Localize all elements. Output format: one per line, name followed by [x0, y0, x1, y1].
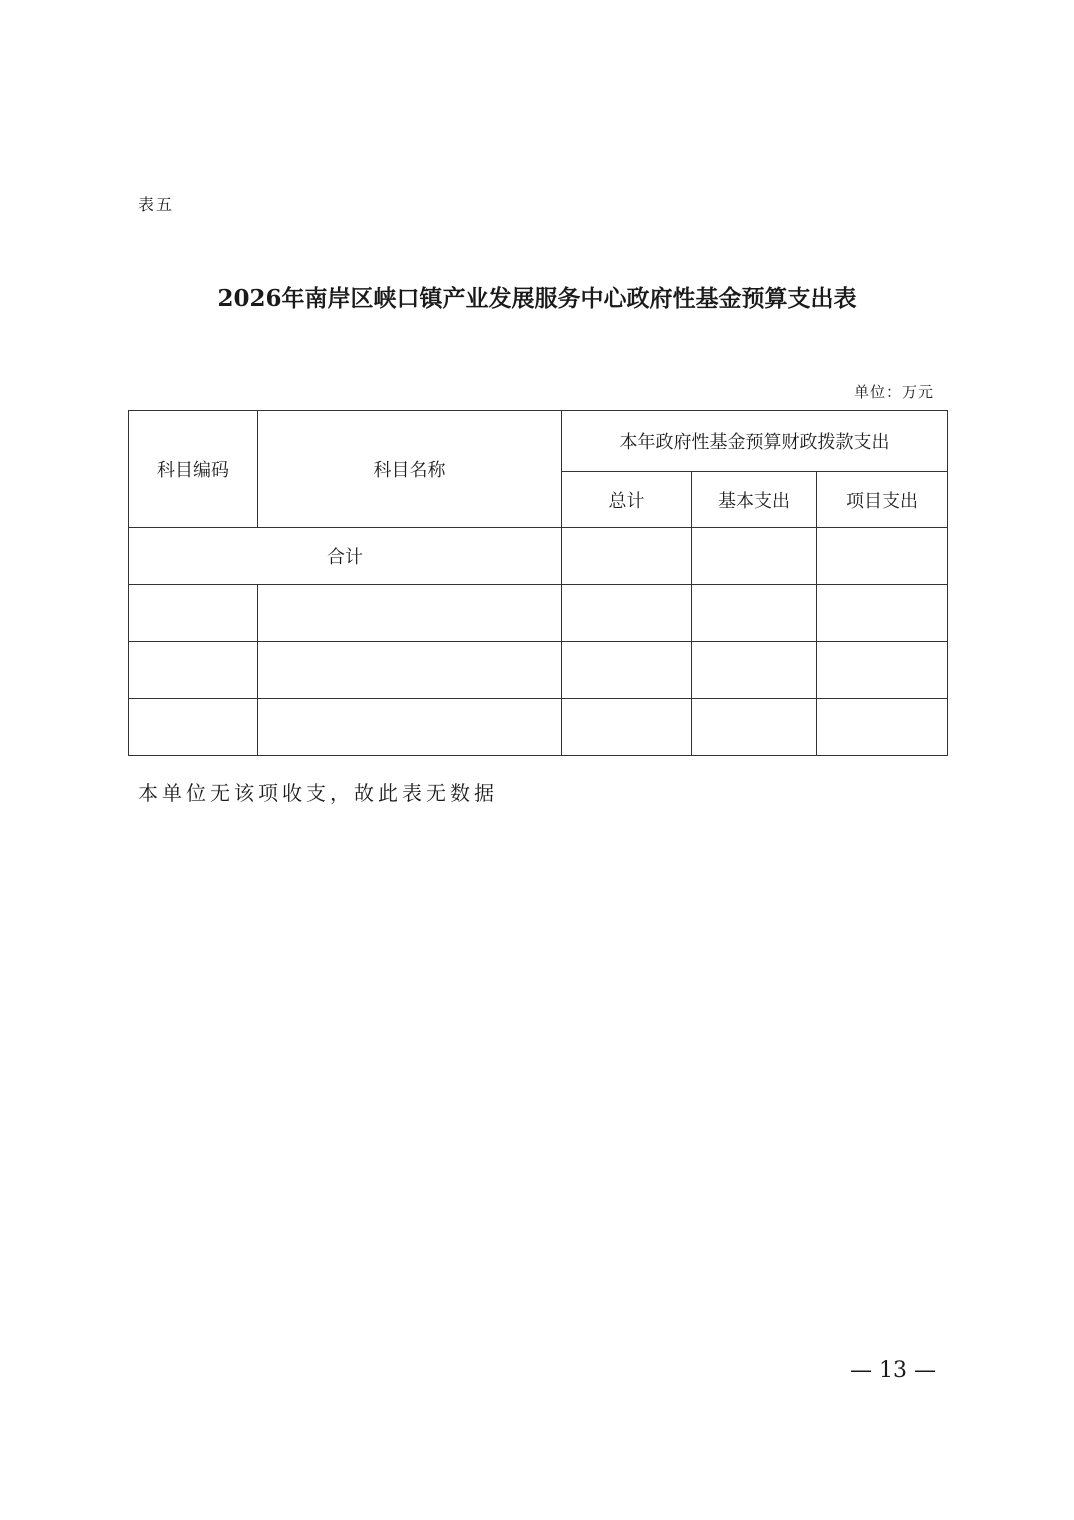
table-row — [129, 585, 948, 642]
header-project-expenditure: 项目支出 — [817, 472, 948, 528]
header-basic-expenditure: 基本支出 — [692, 472, 817, 528]
total-row-label: 合计 — [129, 528, 562, 585]
header-subject-name: 科目名称 — [258, 411, 562, 528]
table-number-label: 表五 — [138, 195, 175, 214]
header-fund-expenditure-group: 本年政府性基金预算财政拨款支出 — [562, 411, 948, 472]
table-cell — [692, 642, 817, 699]
header-total: 总计 — [562, 472, 692, 528]
table-cell — [817, 642, 948, 699]
table-cell — [258, 585, 562, 642]
table-cell — [817, 699, 948, 756]
table-cell — [129, 642, 258, 699]
total-project-cell — [817, 528, 948, 585]
table-row — [129, 699, 948, 756]
budget-table — [128, 410, 948, 756]
page-title: 2026年南岸区峡口镇产业发展服务中心政府性基金预算支出表 — [217, 285, 857, 312]
table-cell — [562, 642, 692, 699]
table-row — [129, 642, 948, 699]
no-data-note: 本单位无该项收支，故此表无数据 — [138, 781, 498, 805]
table-cell — [129, 699, 258, 756]
table-header-row — [129, 411, 948, 472]
table-cell — [258, 699, 562, 756]
table-row-total — [129, 528, 948, 585]
table-cell — [692, 699, 817, 756]
page-number: — 13 — — [850, 1358, 936, 1383]
unit-note: 单位：万元 — [853, 383, 934, 401]
table-cell — [817, 585, 948, 642]
total-cell — [562, 528, 692, 585]
table-cell — [258, 642, 562, 699]
table-cell — [129, 585, 258, 642]
table-cell — [692, 585, 817, 642]
table-cell — [562, 585, 692, 642]
header-subject-code: 科目编码 — [129, 411, 258, 528]
table-cell — [562, 699, 692, 756]
total-basic-cell — [692, 528, 817, 585]
